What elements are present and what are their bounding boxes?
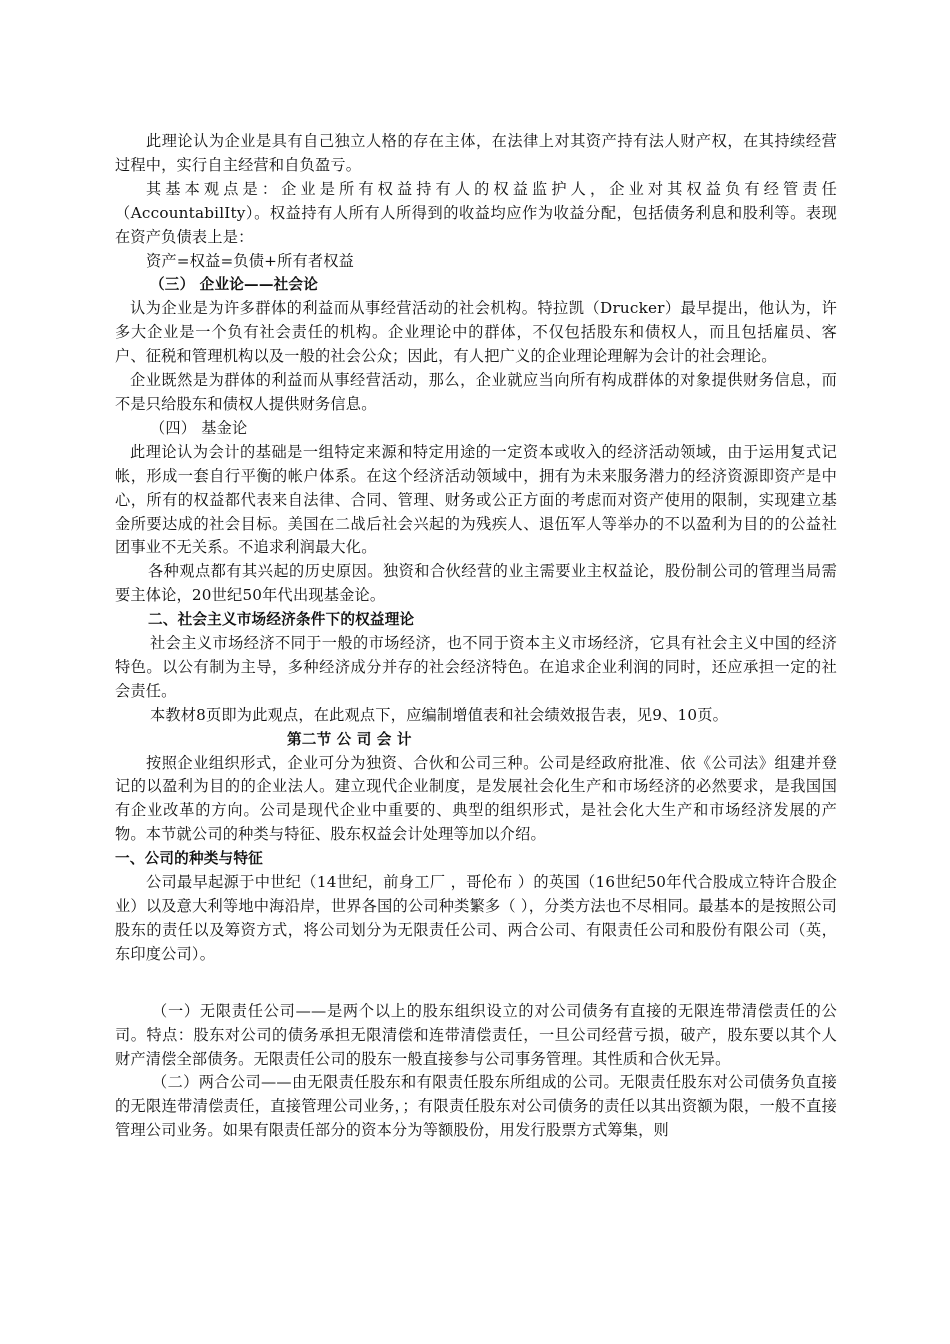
paragraph: （一）无限责任公司——是两个以上的股东组织设立的对公司债务有直接的无限连带清偿责任的公司。特点：股东对公司的债务承担无限清偿和连带清偿责任，一旦公司经营亏损，破产，股东要以其个人财产清偿全部债务。无限责任公司的股东一般直接参与公司事务管理。其性质和合伙无异。 bbox=[115, 1001, 837, 1068]
paragraph: 公司最早起源于中世纪（14世纪，前身工厂 ，哥伦布 ）的英国（16世纪50年代合股成立特许合股企业）以及意大利等地中海沿岸，世界各国的公司种类繁多（ ），分类方法也不尽相同。最基本的是按照公司股东的责任以及筹资方式，将公司划分为无限责任公司、两合公司、有限责任公司和股份有限公司（英，东印度公司）。 bbox=[115, 873, 837, 963]
paragraph: 社会主义市场经济不同于一般的市场经济，也不同于资本主义市场经济，它具有社会主义中国的经济特色。以公有制为主导，多种经济成分并存的社会经济特色。在追求企业利润的同时，还应承担一定的社会责任。 bbox=[115, 634, 837, 700]
paragraph: 企业既然是为群体的利益而从事经营活动，那么，企业就应当向所有构成群体的对象提供财务信息，而不是只给股东和债权人提供财务信息。 bbox=[115, 371, 837, 413]
heading: 二、社会主义市场经济条件下的权益理论 bbox=[148, 611, 415, 629]
paragraph: 其基本观点是：企业是所有权益持有人的权益监护人，企业对其权益负有经管责任（AccountabilIty）。权益持有人所有人所得到的收益均应作为收益分配，包括债务利息和股利等。表现在资产负债表上是： bbox=[115, 179, 837, 246]
paragraph: 此理论认为会计的基础是一组特定来源和特定用途的一定资本或收入的经济活动领域，由于运用复式记帐，形成一套自行平衡的帐户体系。在这个经济活动领域中，拥有为未来服务潜力的经济资源即资产是中心，所有的权益都代表来自法律、合同、管理、财务或公正方面的考虑而对资产使用的限制，实现建立基金所要达成的社会目标。美国在二战后社会兴起的为残疾人、退伍军人等举办的不以盈利为目的的公益社团事业不无关系。不追求利润最大化。 bbox=[115, 442, 837, 557]
paragraph: 各种观点都有其兴起的历史原因。独资和合伙经营的业主需要业主权益论，股份制公司的管理当局需要主体论，20世纪50年代出现基金论。 bbox=[115, 562, 837, 605]
blank-line bbox=[115, 967, 837, 1000]
paragraph: 按照企业组织形式，企业可分为独资、合伙和公司三种。公司是经政府批准、依《公司法》组建并登记的以盈利为目的的企业法人。建立现代企业制度，是发展社会化生产和市场经济的必然要求，是我国国有企业改革的方向。公司是现代企业中重要的、典型的组织形式，是社会化大生产和市场经济发展的产物。本节就公司的种类与特征、股东权益会计处理等加以介绍。 bbox=[115, 753, 837, 844]
subheading: （四） 基金论 bbox=[150, 418, 248, 437]
document-body bbox=[115, 130, 837, 1143]
paragraph: 认为企业是为许多群体的利益而从事经营活动的社会机构。特拉凯（Drucker）最早提出，他认为，许多大企业是一个负有社会责任的机构。企业理论中的群体，不仅包括股东和债权人，而且包括雇员、客户、征税和管理机构以及一般的社会公众；因此，有人把广义的企业理论理解为会计的社会理论。 bbox=[115, 299, 837, 366]
section-title: 第二节 公 司 会 计 bbox=[287, 730, 412, 748]
paragraph: 本教材8页即为此观点，在此观点下，应编制增值表和社会绩效报告表，见9、10页。 bbox=[150, 705, 729, 724]
subheading: （三） 企业论——社会论 bbox=[150, 276, 319, 294]
paragraph: （二）两合公司——由无限责任股东和有限责任股东所组成的公司。无限责任股东对公司债务负直接的无限连带清偿责任，直接管理公司业务，；有限责任股东对公司债务的责任以其出资额为限，一般不直接管理公司业务。如果有限责任部分的资本分为等额股份，用发行股票方式筹集，则 bbox=[115, 1073, 837, 1140]
formula-line: 资产=权益=负债+所有者权益 bbox=[146, 251, 355, 270]
paragraph: 此理论认为企业是具有自己独立人格的存在主体，在法律上对其资产持有法人财产权，在其持续经营过程中，实行自主经营和自负盈亏。 bbox=[115, 132, 837, 174]
heading: 一、公司的种类与特征 bbox=[115, 850, 263, 868]
